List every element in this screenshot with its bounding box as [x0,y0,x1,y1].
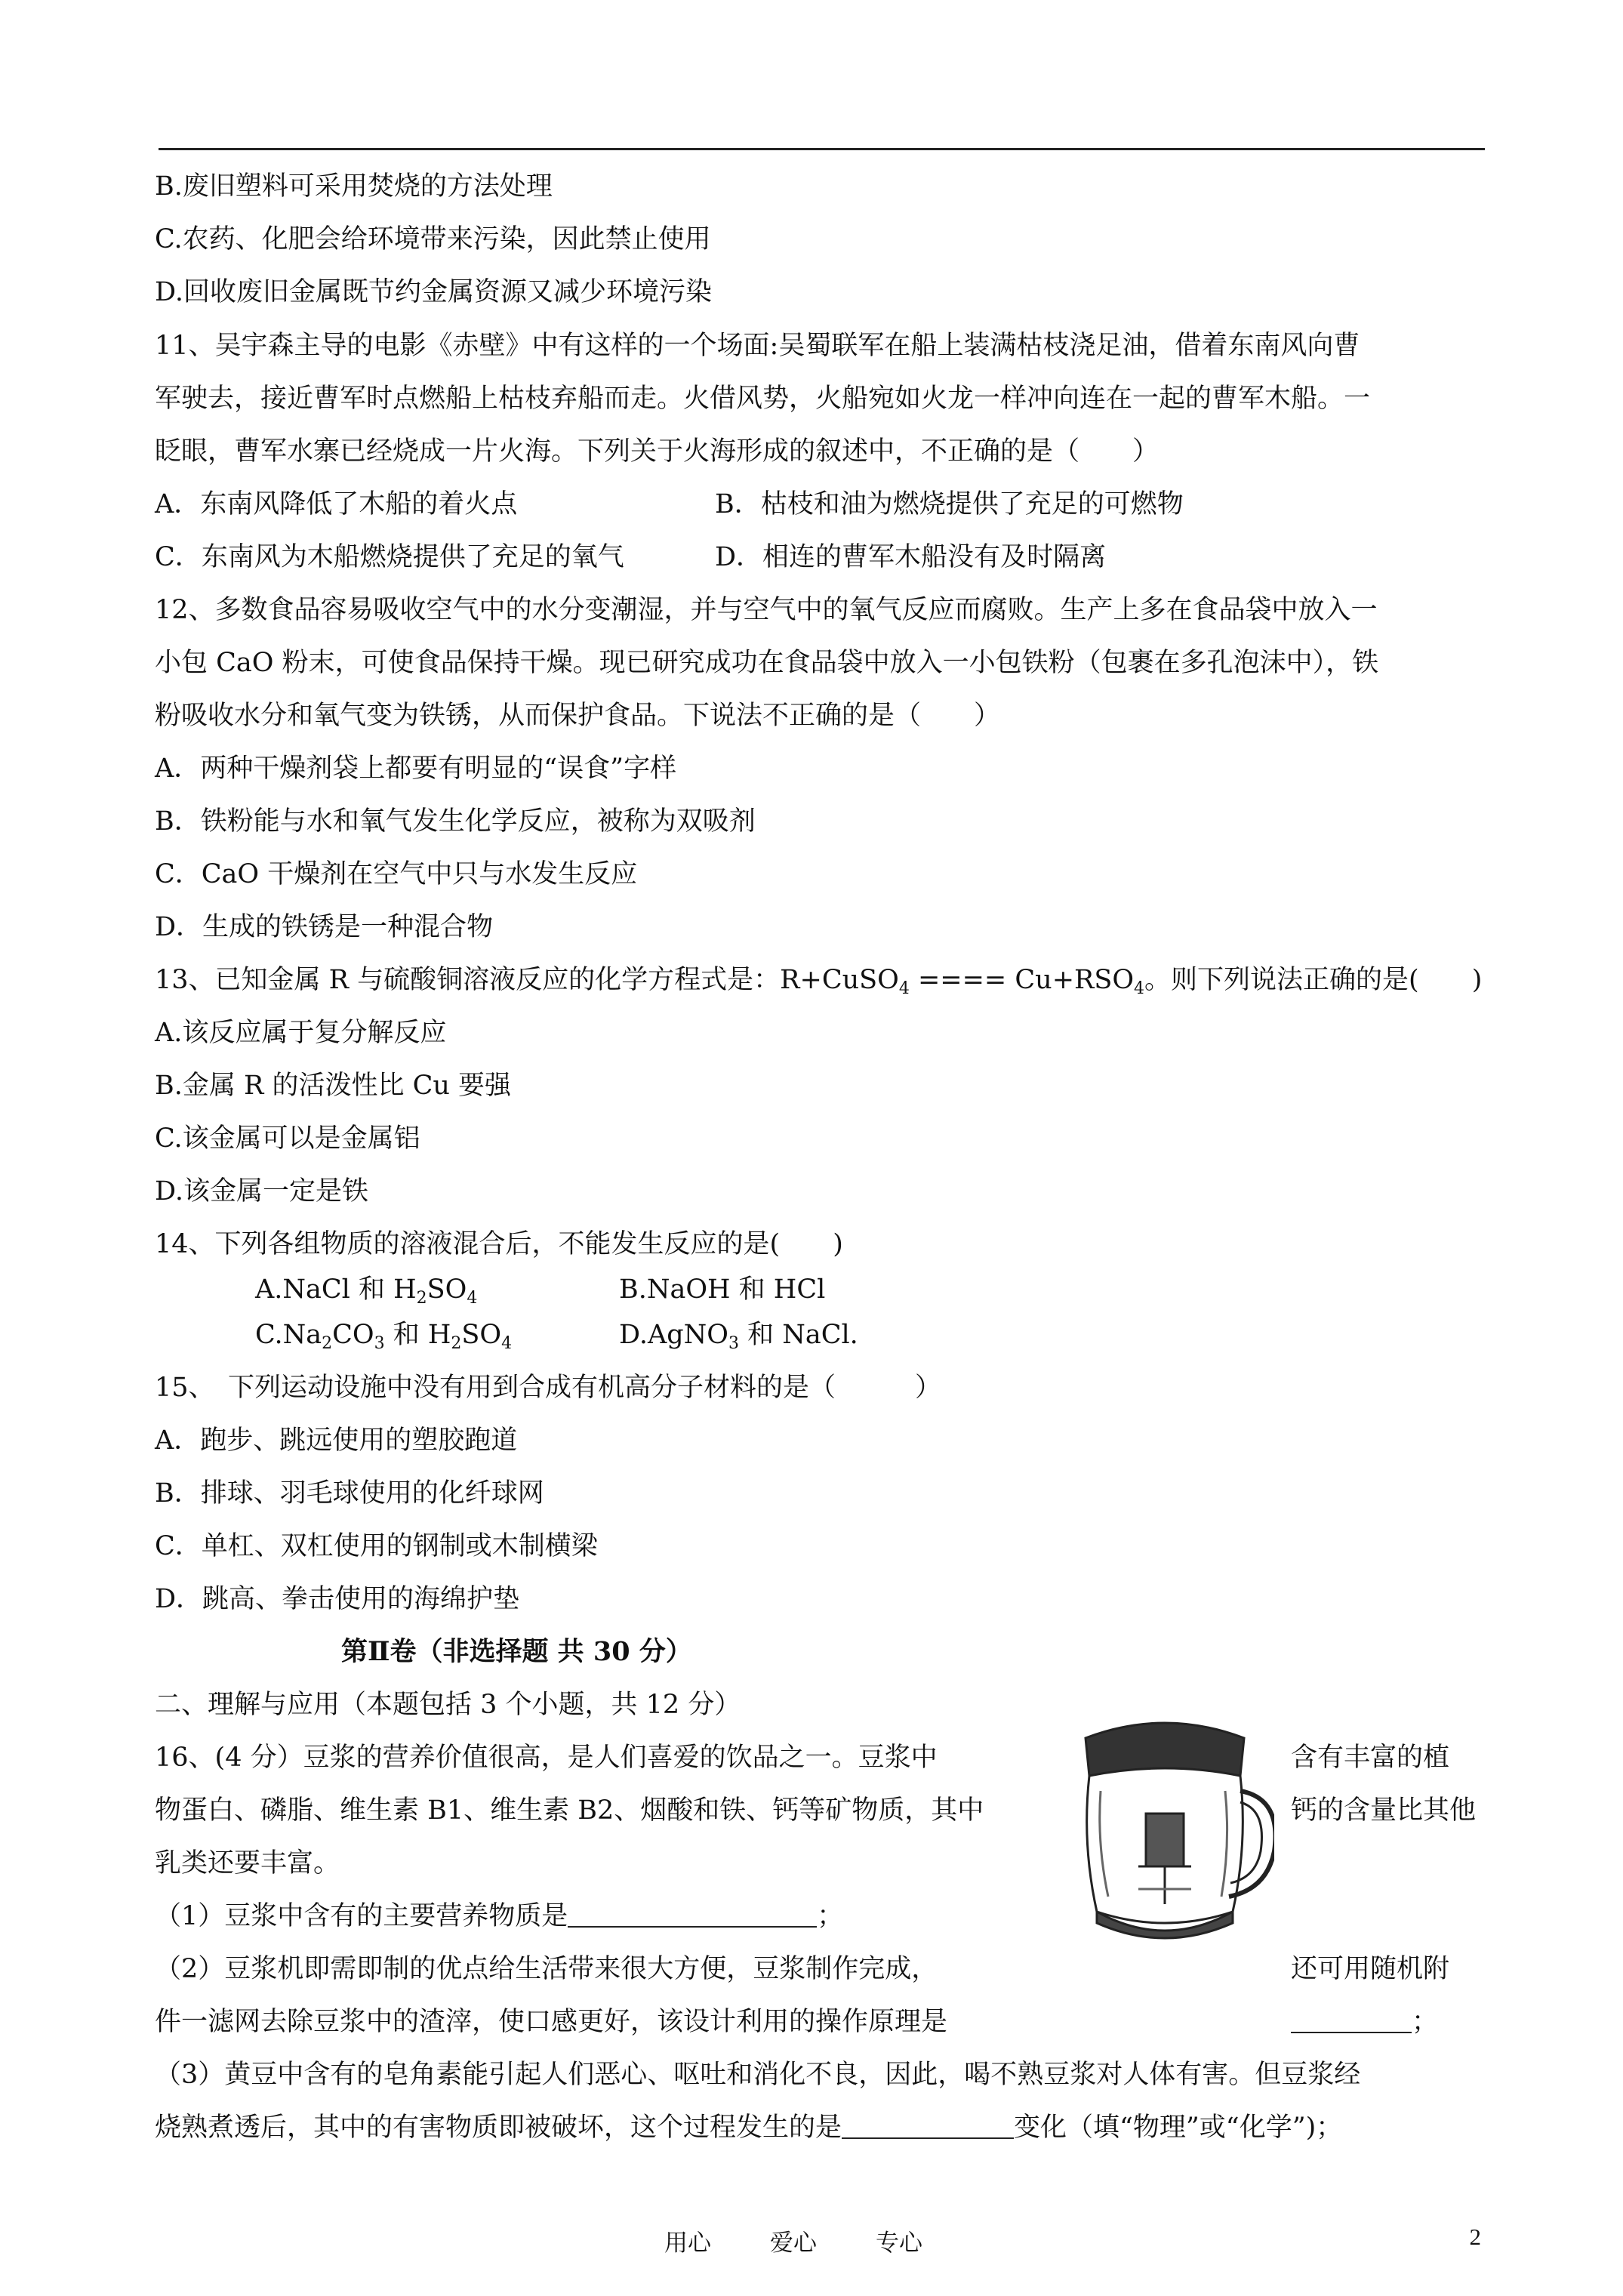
q15-option-c: C．单杠、双杠使用的钢制或木制横梁 [155,1531,598,1561]
soymilk-machine-illustration [1055,1708,1274,1957]
q14-stem: 14、下列各组物质的溶液混合后，不能发生反应的是( ) [155,1229,843,1259]
answer-blank-3[interactable] [842,2112,1014,2139]
header-rule [159,148,1485,150]
q11-stem-line3: 眨眼，曹军水寨已经烧成一片火海。下列关于火海形成的叙述中，不正确的是（ ） [155,436,1160,467]
q13-option-a: A.该反应属于复分解反应 [155,1018,447,1048]
q16-stem-line1-right: 含有丰富的植 [1291,1743,1450,1773]
q15-option-a: A．跑步、跳远使用的塑胶跑道 [155,1425,518,1456]
answer-blank-1[interactable] [568,1900,817,1928]
q16-stem-line2-left: 物蛋白、磷脂、维生素 B1、维生素 B2、烟酸和铁、钙等矿物质，其中 [155,1795,984,1826]
q13-option-d: D.该金属一定是铁 [155,1176,368,1207]
q10-option-d: D.回收废旧金属既节约金属资源又减少环境污染 [155,277,712,307]
q11-stem-line1: 11、吴宇森主导的电影《赤壁》中有这样的一个场面:吴蜀联军在船上装满枯枝浇足油，借着东南风向曹 [155,331,1360,361]
q16-stem-line2-right: 钙的含量比其他 [1291,1795,1477,1826]
q10-option-c: C.农药、化肥会给环境带来污染，因此禁止使用 [155,224,711,254]
section-2-title: 第Ⅱ卷（非选择题 共 30 分） [341,1636,692,1667]
q11-stem-line2: 军驶去，接近曹军时点燃船上枯枝弃船而走。火借风势，火船宛如火龙一样冲向连在一起的曹军木船。一 [155,384,1371,414]
q11-option-c: C．东南风为木船燃烧提供了充足的氧气 [155,542,624,572]
q15-option-b: B．排球、羽毛球使用的化纤球网 [155,1478,544,1509]
q12-option-b: B．铁粉能与水和氧气发生化学反应，被称为双吸剂 [155,806,756,837]
q16-part2-line1-left: （2）豆浆机即需即制的优点给生活带来很大方便，豆浆制作完成， [155,1954,938,1984]
q16-part2-line2-left: 件一滤网去除豆浆中的渣滓，使口感更好，该设计利用的操作原理是 [155,2007,948,2037]
q14-option-a: A.NaCl 和 $H_2SO_4$ [255,1274,478,1308]
q10-option-b: B.废旧塑料可采用焚烧的方法处理 [155,171,553,202]
part-2-heading: 二、理解与应用（本题包括 3 个小题，共 12 分） [155,1690,741,1720]
q14-option-d: D.AgNO$_3$ 和 NaCl. [619,1320,858,1353]
page-number: 2 [1469,2224,1481,2250]
q16-stem-line3: 乳类还要丰富。 [155,1848,340,1878]
q11-option-a: A．东南风降低了木船的着火点 [155,489,518,519]
q16-part2-line2-right: ； [1291,2003,1438,2041]
q14-option-b: B.NaOH 和 HCl [619,1274,826,1305]
answer-blank-2[interactable] [1291,2006,1412,2033]
q16-part3-line2: 烧熟煮透后，其中的有害物质即被破坏，这个过程发生的是 变化（填“物理”或“化学”)； [155,2113,1343,2143]
q11-option-d: D．相连的曹军木船没有及时隔离 [715,542,1107,572]
footer-word-3: 专心 [876,2230,922,2257]
q16-part3-line1: （3）黄豆中含有的皂角素能引起人们恶心、呕吐和消化不良，因此，喝不熟豆浆对人体有害。但豆浆经 [155,2060,1361,2090]
q14-option-c: $C.Na_2CO_3$ 和 $H_2SO_4$ [255,1320,513,1353]
q12-option-d: D．生成的铁锈是一种混合物 [155,912,494,942]
q12-stem-line1: 12、多数食品容易吸收空气中的水分变潮湿，并与空气中的氧气反应而腐败。生产上多在食品袋中放入一 [155,595,1378,625]
q13-stem: 13、已知金属 R 与硫酸铜溶液反应的化学方程式是：R+CuSO$_4$ ==== $Cu+RSO_4$。则下列说法正确的是( ) [155,965,1483,998]
q12-option-c: C．CaO 干燥剂在空气中只与水发生反应 [155,859,638,889]
q13-option-c: C.该金属可以是金属铝 [155,1123,420,1154]
q11-option-b: B．枯枝和油为燃烧提供了充足的可燃物 [715,489,1184,519]
q12-stem-line3: 粉吸收水分和氧气变为铁锈，从而保护食品。下说法不正确的是（ ） [155,701,1001,731]
q12-stem-line2: 小包 CaO 粉末，可使食品保持干燥。现已研究成功在食品袋中放入一小包铁粉（包裹在多孔泡沫中），铁 [155,648,1379,678]
q15-option-d: D．跳高、拳击使用的海绵护垫 [155,1584,520,1614]
footer-word-1: 用心 [664,2230,711,2257]
q16-part2-line1-right: 还可用随机附 [1291,1954,1450,1984]
footer-word-2: 爱心 [770,2230,817,2257]
q16-stem-line1-left: 16、(4 分）豆浆的营养价值很高，是人们喜爱的饮品之一。豆浆中 [155,1743,938,1773]
q13-option-b: B.金属 R 的活泼性比 Cu 要强 [155,1071,512,1101]
q16-part1: （1）豆浆中含有的主要营养物质是 ； [155,1901,844,1931]
q12-option-a: A．两种干燥剂袋上都要有明显的“误食”字样 [155,754,677,784]
q15-stem: 15、 下列运动设施中没有用到合成有机高分子材料的是（ ） [155,1373,942,1403]
